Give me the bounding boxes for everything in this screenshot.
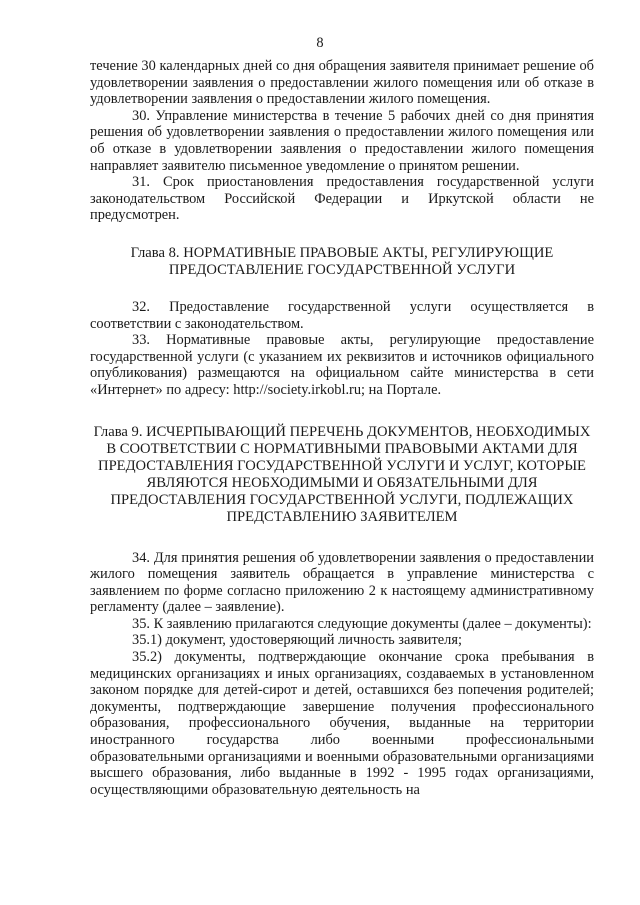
paragraph-33: 33. Нормативные правовые акты, регулирующие предоставление государственной услуги (с указанием их реквизитов и источников официального опубликования) размещаются на официальном сайте министерства в сети «Интернет» по адресу: http://society.irkobl.ru; на Портале. [90, 332, 594, 398]
paragraph-35-1: 35.1) документ, удостоверяющий личность заявителя; [132, 632, 462, 649]
paragraph-29-continued: течение 30 календарных дней со дня обращения заявителя принимает решение об удовлетворении заявления о предоставлении жилого помещения или об отказе в удовлетворении заявления о предоставлении жилого помещения. [90, 58, 594, 108]
page-number: 8 [316, 35, 324, 51]
paragraph-32: 32. Предоставление государственной услуги осуществляется в соответствии с законодательством. [90, 298, 594, 332]
chapter-8-heading: Глава 8. НОРМАТИВНЫЕ ПРАВОВЫЕ АКТЫ, РЕГУЛИРУЮЩИЕ ПРЕДОСТАВЛЕНИЕ ГОСУДАРСТВЕННОЙ УСЛУГИ [130, 244, 554, 278]
chapter-9-heading: Глава 9. ИСЧЕРПЫВАЮЩИЙ ПЕРЕЧЕНЬ ДОКУМЕНТОВ, НЕОБХОДИМЫХ В СООТВЕТСТВИИ С НОРМАТИВНЫМИ ПРАВОВЫМИ АКТАМИ ДЛЯ ПРЕДОСТАВЛЕНИЯ ГОСУДАРСТВЕННОЙ УСЛУГИ И УСЛУГ, КОТОРЫЕ ЯВЛЯЮТСЯ НЕОБХОДИМЫМИ И ОБЯЗАТЕЛЬНЫМИ ДЛЯ ПРЕДОСТАВЛЕНИЯ ГОСУДАРСТВЕННОЙ УСЛУГИ, ПОДЛЕЖАЩИХ ПРЕДСТАВЛЕНИЮ ЗАЯВИТЕЛЕМ [93, 423, 591, 525]
paragraph-34: 34. Для принятия решения об удовлетворении заявления о предоставлении жилого помещения заявитель обращается в управление министерства с заявлением по форме согласно приложению 2 к настоящему административному регламенту (далее – заявление). [90, 549, 594, 616]
paragraph-30: 30. Управление министерства в течение 5 рабочих дней со дня принятия решения об удовлетворении заявления о предоставлении жилого помещения или об отказе в удовлетворении заявления о предоставлении жилого помещения направляет заявителю письменное уведомление о принятом решении. [90, 107, 594, 174]
paragraph-35-2: 35.2) документы, подтверждающие окончание срока пребывания в медицинских организациях и иных организациях, создаваемых в установленном законом порядке для детей-сирот и детей, оставшихся без попечения родителей; документы, подтверждающие завершение получения профессионального образования, профессионального обучения, выданные на территории иностранного государства либо военными профессиональными образовательными организациями и военными образовательными организациями высшего образования, либо выданные в 1992 - 1995 годах организациями, осуществляющими образовательную деятельность на [90, 649, 594, 798]
document-body [90, 58, 594, 798]
paragraph-31: 31. Срок приостановления предоставления государственной услуги законодательством Российской Федерации и Иркутской области не предусмотрен. [90, 174, 594, 224]
paragraph-35: 35. К заявлению прилагаются следующие документы (далее – документы): [132, 615, 592, 632]
